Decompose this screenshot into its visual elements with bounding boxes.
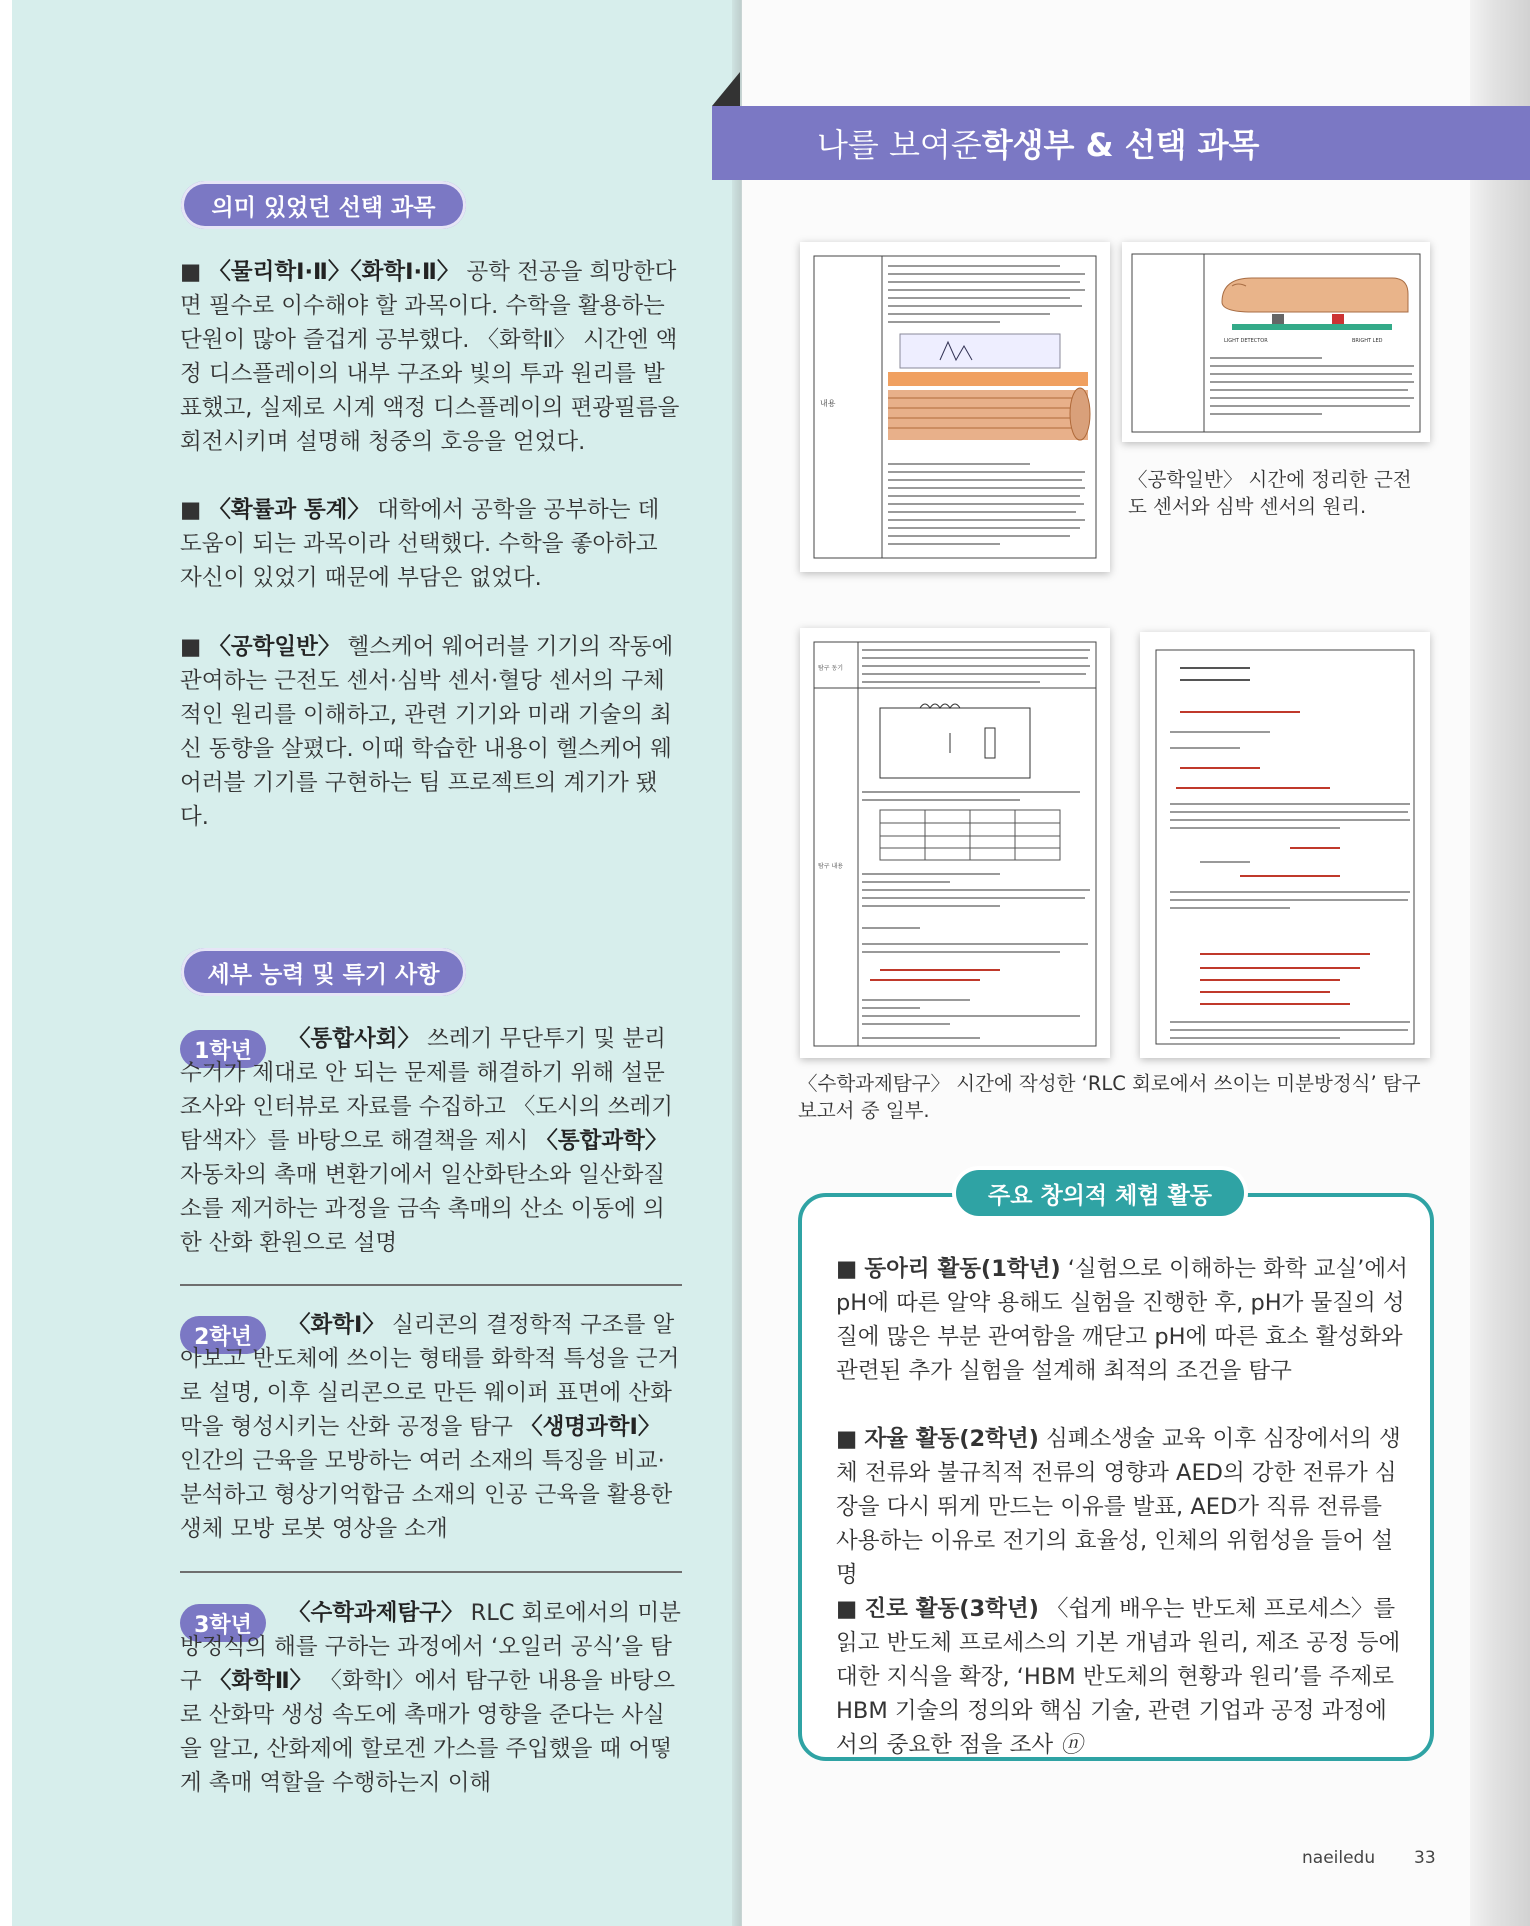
subject-name: 〈공학일반〉	[208, 634, 341, 660]
square-bullet-icon: ■	[836, 1256, 858, 1282]
section-title-elective-subjects: 의미 있었던 선택 과목	[181, 181, 466, 229]
activity-text: 심폐소생술 교육 이후 심장에서의 생체 전류와 불규칙적 전류의 영향과 AED의 강한 전류가 심장을 다시 뛰게 만드는 이유를 발표, AED가 직류 전류를 사용하는 이유로 전기의 효율성, 인체의 위험성을 들어 설명	[836, 1426, 1401, 1588]
activity-autonomous	[836, 1422, 1408, 1592]
activities-title: 주요 창의적 체험 활동	[956, 1170, 1244, 1216]
year-text: 쓰레기 무단투기 및 분리수거가 제대로 안 되는 문제를 해결하기 위해 설문 조사와 인터뷰로 자료를 수집하고 〈도시의 쓰레기 탐색자〉를 바탕으로 해결책을 제시	[180, 1026, 673, 1154]
subject-name: 〈화학Ⅰ〉	[288, 1312, 385, 1338]
subject-paragraph-probability	[180, 493, 685, 595]
document-image-rlc-report-1	[800, 628, 1110, 1058]
year-badge-2: 2학년	[180, 1316, 266, 1354]
year-1-paragraph	[180, 1022, 685, 1260]
end-mark-icon: ⓝ	[1060, 1732, 1083, 1758]
banner-flag	[712, 72, 740, 106]
square-bullet-icon: ■	[180, 259, 202, 285]
subject-name: 〈화학Ⅱ〉	[208, 1668, 313, 1694]
divider	[180, 1284, 682, 1286]
footer-brand: naeiledu	[1302, 1848, 1376, 1868]
subject-text: 공학 전공을 희망한다면 필수로 이수해야 할 과목이다. 수학을 활용하는 단원이 많아 즐겁게 공부했다. 〈화학Ⅱ〉 시간엔 액정 디스플레이의 내부 구조와 빛의 투과 원리를 발표했고, 실제로 시계 액정 디스플레이의 편광필름을 회전시키며 설명해 청중의 호응을 얻었다.	[180, 259, 680, 455]
subject-paragraph-engineering	[180, 630, 685, 834]
subject-name: 〈생명과학Ⅰ〉	[520, 1414, 661, 1440]
banner-bold-text: 학생부 & 선택 과목	[981, 126, 1260, 164]
activity-club	[836, 1252, 1408, 1388]
subject-text: 대학에서 공학을 공부하는 데 도움이 되는 과목이라 선택했다. 수학을 좋아하고 자신이 있었기 때문에 부담은 없었다.	[180, 497, 660, 591]
subject-name: 〈통합과학〉	[535, 1128, 668, 1154]
subject-name: 〈물리학Ⅰ·Ⅱ〉〈화학Ⅰ·Ⅱ〉	[208, 259, 460, 285]
year-3-paragraph	[180, 1596, 685, 1800]
doc2-label: BRIGHT LED	[1352, 338, 1383, 344]
year-text: 자동차의 촉매 변환기에서 일산화탄소와 일산화질소를 제거하는 과정을 금속 촉매의 산소 이동에 의한 산화 환원으로 설명	[180, 1162, 666, 1256]
subject-name: 〈통합사회〉	[288, 1026, 420, 1052]
doc2-label: LIGHT DETECTOR	[1224, 338, 1268, 344]
section-title-detailed-abilities: 세부 능력 및 특기 사항	[181, 948, 466, 996]
subject-name: 〈확률과 통계〉	[208, 497, 370, 523]
year-text: 실리콘의 결정학적 구조를 알아보고 반도체에 쓰이는 형태를 화학적 특성을 근거로 설명, 이후 실리콘으로 만든 웨이퍼 표면에 산화막을 형성시키는 산화 공정을 탐구	[180, 1312, 680, 1440]
year-badge-3: 3학년	[180, 1604, 266, 1642]
caption-math-report: 〈수학과제탐구〉 시간에 작성한 ‘RLC 회로에서 쓰이는 미분방정식’ 탐구 보고서 중 일부.	[798, 1072, 1421, 1122]
square-bullet-icon: ■	[836, 1426, 858, 1452]
document-image-rlc-report-2	[1140, 632, 1430, 1058]
subject-paragraph-physics-chem	[180, 255, 685, 459]
activity-name: 진로 활동(3학년)	[864, 1596, 1039, 1622]
document-image-emg-notes	[800, 242, 1110, 572]
square-bullet-icon: ■	[836, 1596, 858, 1622]
page-number: 33	[1414, 1848, 1436, 1868]
square-bullet-icon: ■	[180, 497, 202, 523]
activity-name: 자율 활동(2학년)	[864, 1426, 1039, 1452]
activity-text: ‘실험으로 이해하는 화학 교실’에서 pH에 따른 알약 용해도 실험을 진행한 후, pH가 물질의 성질에 많은 부분 관여함을 깨닫고 pH에 따른 효소 활성화와 관련된 추가 실험을 설계해 최적의 조건을 탐구	[836, 1256, 1408, 1384]
subject-name: 〈수학과제탐구〉	[288, 1600, 464, 1626]
banner-light-text: 나를 보여준	[817, 126, 982, 164]
year-text: 인간의 근육을 모방하는 여러 소재의 특징을 비교·분석하고 형상기억합금 소재의 인공 근육을 활용한 생체 모방 로봇 영상을 소개	[180, 1448, 673, 1542]
doc3-side-label: 탐구 내용	[818, 863, 844, 870]
page-edge-shadow	[1470, 0, 1530, 1926]
doc1-side-label: 내용	[820, 399, 836, 408]
activity-name: 동아리 활동(1학년)	[864, 1256, 1061, 1282]
caption-engineering: 〈공학일반〉 시간에 정리한 근전도 센서와 심박 센서의 원리.	[1128, 468, 1412, 518]
activity-text: 〈쉽게 배우는 반도체 프로세스〉를 읽고 반도체 프로세스의 기본 개념과 원리, 제조 공정 등에 대한 지식을 확장, ‘HBM 반도체의 현황과 원리’를 주제로 HBM 기술의 정의와 핵심 기술, 관련 기업과 공정 과정에서의 중요한 점을 조사	[836, 1596, 1401, 1758]
year-2-paragraph	[180, 1308, 685, 1546]
year-text: 〈화학Ⅰ〉에서 탐구한 내용을 바탕으로 산화막 생성 속도에 촉매가 영향을 준다는 사실을 알고, 산화제에 할로겐 가스를 주입했을 때 어떻게 촉매 역할을 수행하는지 이해	[180, 1668, 675, 1796]
activity-career	[836, 1592, 1408, 1762]
doc3-side-label: 탐구 동기	[818, 665, 844, 672]
year-text: RLC 회로에서의 미분방정식의 해를 구하는 과정에서 ‘오일러 공식’을 탐구	[180, 1600, 681, 1694]
square-bullet-icon: ■	[180, 634, 202, 660]
document-image-ppg-sensor	[1122, 242, 1430, 442]
divider	[180, 1571, 682, 1573]
page-banner	[712, 106, 1530, 180]
subject-text: 헬스케어 웨어러블 기기의 작동에 관여하는 근전도 센서·심박 센서·혈당 센서의 구체적인 원리를 이해하고, 관련 기기와 미래 기술의 최신 동향을 살폈다. 이때 학습한 내용이 헬스케어 웨어러블 기기를 구현하는 팀 프로젝트의 계기가 됐다.	[180, 634, 674, 830]
year-badge-1: 1학년	[180, 1030, 266, 1068]
